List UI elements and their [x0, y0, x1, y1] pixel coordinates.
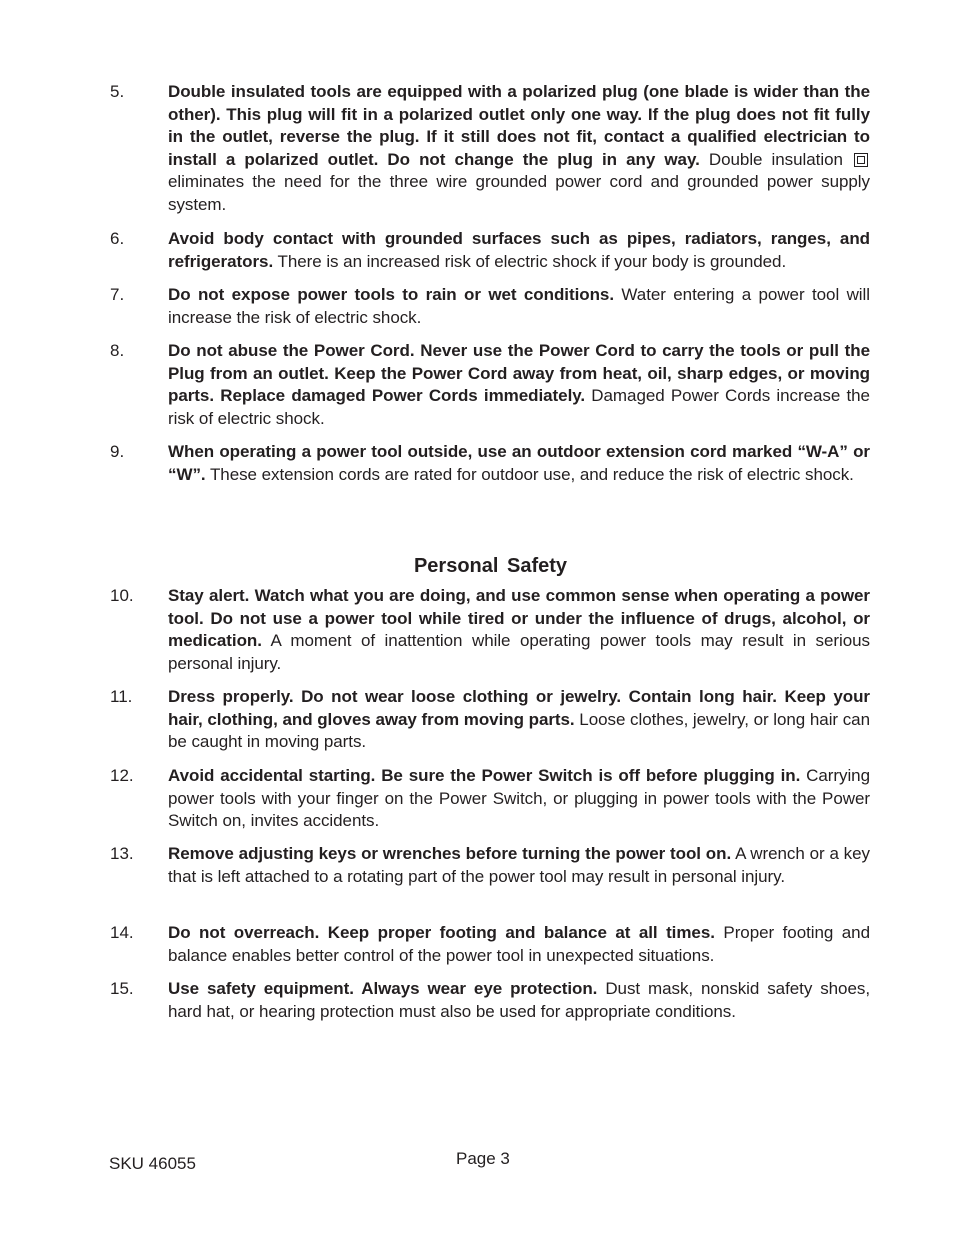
list-item-14 — [110, 922, 870, 967]
item-bold-text: Do not abuse the Power Cord. Never use the Power Cord to carry the tools or pull the Plug from an outlet. Keep the Power Cord away from heat, oil, sharp edges, or moving parts. Replace damaged Power Cords immediately. — [168, 341, 870, 406]
item-number: 11. — [110, 687, 133, 706]
item-plain-text: Carrying power tools with your finger on the Power Switch, or plugging in power tools with the Power Switch on, invites accidents. — [168, 766, 870, 831]
item-plain-text: Loose clothes, jewelry, or long hair can be caught in moving parts. — [168, 709, 870, 752]
item-text — [168, 441, 870, 486]
list-item-10 — [110, 585, 870, 675]
item-plain-text: eliminates the need for the three wire grounded power cord and grounded power supply system. — [168, 172, 870, 214]
item-bold-text: Use safety equipment. Always wear eye protection. — [168, 979, 598, 998]
item-text — [168, 228, 870, 273]
double-insulation-icon — [854, 153, 868, 167]
item-number: 10. — [110, 586, 134, 605]
item-text — [168, 978, 870, 1023]
item-bold-text: Stay alert. Watch what you are doing, and use common sense when operating a power tool. Do not use a power tool while tired or under the influence of drugs, alcohol, or medication. — [168, 586, 870, 651]
item-plain-text: These extension cords are rated for outdoor use, and reduce the risk of electric shock. — [209, 464, 854, 484]
list-item-9 — [110, 441, 870, 486]
item-text — [168, 340, 870, 430]
item-bold-text: When operating a power tool outside, use an outdoor extension cord marked “W-A” or “W”. — [168, 442, 870, 484]
list-item-6 — [110, 228, 870, 273]
item-number: 12. — [110, 766, 134, 785]
item-plain-text: There is an increased risk of electric shock if your body is grounded. — [277, 251, 787, 271]
list-item-5 — [110, 81, 870, 217]
item-bold-text: Double insulated tools are equipped with a polarized plug (one blade is wider than the other). This plug will fit in a polarized outlet only one way. If the plug does not fit fully in the outlet, reverse the plug. If it still does not fit, contact a qualified electrician to install a polarized outlet. Do not change the plug in any way. — [168, 82, 870, 169]
list-item-11 — [110, 686, 870, 754]
item-plain-text: A moment of inattention while operating power tools may result in serious personal injury. — [168, 631, 870, 673]
item-number: 9. — [110, 442, 125, 461]
item-text — [168, 843, 870, 888]
item-text — [168, 922, 870, 967]
item-plain-text: Dust mask, nonskid safety shoes, hard hat, or hearing protection must also be used for appropriate conditions. — [168, 979, 870, 1021]
item-text — [168, 686, 870, 754]
section-title: Personal Safety — [413, 555, 568, 577]
item-number: 14. — [110, 923, 134, 942]
item-number: 7. — [110, 285, 125, 304]
list-item-13 — [110, 843, 870, 888]
item-bold-text: Do not overreach. Keep proper footing and balance at all times. — [168, 923, 715, 942]
list-item-8 — [110, 340, 870, 430]
item-text — [168, 585, 870, 675]
page-number: Page 3 — [456, 1149, 510, 1168]
item-number: 13. — [110, 844, 134, 863]
item-number: 15. — [110, 979, 134, 998]
item-bold-text: Do not expose power tools to rain or wet conditions. — [168, 285, 615, 304]
footer-sku: SKU 46055 — [109, 1154, 196, 1173]
item-number: 5. — [110, 82, 125, 101]
item-bold-text: Remove adjusting keys or wrenches before turning the power tool on. — [168, 844, 732, 863]
item-plain-text: A wrench or a key that is left attached to a rotating part of the power tool may result in personal injury. — [168, 844, 870, 886]
item-bold-text: Avoid accidental starting. Be sure the Power Switch is off before plugging in. — [168, 766, 801, 785]
item-plain-text: Damaged Power Cords increase the risk of electric shock. — [168, 386, 870, 428]
list-item-15 — [110, 978, 870, 1023]
item-number: 8. — [110, 341, 125, 360]
item-text — [168, 284, 870, 329]
item-plain-text: Double insulation — [708, 149, 843, 169]
list-item-12 — [110, 765, 870, 833]
item-bold-text: Dress properly. Do not wear loose clothing or jewelry. Contain long hair. Keep your hair, clothing, and gloves away from moving parts. — [168, 687, 870, 729]
list-item-7 — [110, 284, 870, 329]
item-bold-text: Avoid body contact with grounded surfaces such as pipes, radiators, ranges, and refrigerators. — [168, 229, 870, 271]
item-number: 6. — [110, 229, 125, 248]
item-plain-text: Water entering a power tool will increase the risk of electric shock. — [168, 285, 870, 327]
item-plain-text: Proper footing and balance enables better control of the power tool in unexpected situations. — [168, 923, 870, 965]
item-text — [168, 765, 870, 833]
item-text — [168, 81, 870, 217]
